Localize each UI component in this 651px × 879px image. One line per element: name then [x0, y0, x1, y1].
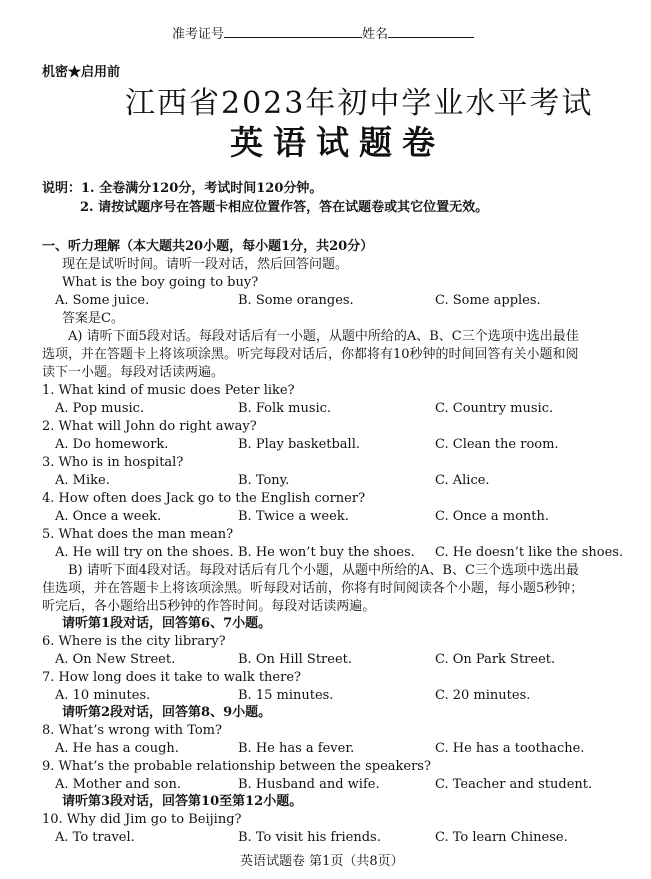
question-stem: 10. Why did Jim go to Beijing?	[42, 812, 242, 827]
option: A. Pop music.	[55, 401, 145, 416]
question-options	[0, 829, 651, 847]
question-stem: 5. What does the man mean?	[42, 527, 234, 542]
option: B. Twice a week.	[238, 509, 349, 524]
option: A. 10 minutes.	[55, 688, 151, 703]
option: B. He has a fever.	[238, 741, 355, 756]
option: B. Husband and wife.	[238, 777, 380, 792]
option: A. Do homework.	[55, 437, 169, 452]
option: C. Once a month.	[435, 509, 550, 524]
question-stem: 3. Who is in hospital?	[42, 455, 184, 470]
question-options	[0, 472, 651, 490]
example-question: What is the boy going to buy?	[62, 275, 259, 290]
header	[172, 26, 474, 43]
question-stem: 2. What will John do right away?	[42, 419, 257, 434]
question-options	[0, 651, 651, 669]
exam-subtitle: 英语试题卷	[230, 123, 445, 162]
option: B. 15 minutes.	[238, 688, 334, 703]
option: A. On New Street.	[55, 652, 176, 667]
example-answer: 答案是C。	[62, 311, 124, 326]
section-intro: 现在是试听时间。请听一段对话，然后回答问题。	[62, 257, 349, 272]
exam-number-label: 准考证号	[172, 27, 225, 42]
question-options	[0, 776, 651, 794]
option: C. Alice.	[435, 473, 490, 488]
option: B. To visit his friends.	[238, 830, 381, 845]
question-options	[0, 508, 651, 526]
part-b-instructions-1: B) 请听下面4段对话。每段对话后有几个小题，从题中所给的A、B、C三个选项中选出最	[68, 563, 579, 578]
option: C. He doesn’t like the shoes.	[435, 545, 624, 560]
part-b-instructions-3: 听完后，各小题给出5秒钟的作答时间。每段对话读两遍。	[42, 599, 376, 614]
part-a-instructions-2: 选项，并在答题卡上将该项涂黑。听完每段对话后，你都将有10秒钟的时间回答有关小题和阅	[42, 347, 579, 362]
option: C. On Park Street.	[435, 652, 556, 667]
question-options	[0, 400, 651, 418]
part-a-instructions-3: 读下一小题。每段对话读两遍。	[42, 365, 225, 380]
question-options	[0, 436, 651, 454]
part-a-instructions-1: A) 请听下面5段对话。每段对话后有一小题，从题中所给的A、B、C三个选项中选出最佳	[68, 329, 579, 344]
example-options	[0, 292, 651, 310]
option: A. Mother and son.	[55, 777, 182, 792]
dialog-note: 请听第3段对话，回答第10至第12小题。	[62, 794, 303, 809]
name-field	[388, 26, 474, 38]
page-footer: 英语试题卷 第1页（共8页）	[240, 854, 404, 869]
dialog-note: 请听第1段对话，回答第6、7小题。	[62, 616, 272, 631]
question-stem: 4. How often does Jack go to the English corner?	[42, 491, 366, 506]
note-2: 2. 请按试题序号在答题卡相应位置作答，答在试题卷或其它位置无效。	[80, 200, 489, 215]
option: C. Teacher and student.	[435, 777, 593, 792]
option: B. On Hill Street.	[238, 652, 353, 667]
option: A. He has a cough.	[55, 741, 179, 756]
option: A. He will try on the shoes.	[55, 545, 234, 560]
dialog-note: 请听第2段对话，回答第8、9小题。	[62, 705, 272, 720]
secret-mark: 机密★启用前	[42, 65, 121, 80]
question-stem: 1. What kind of music does Peter like?	[42, 383, 295, 398]
option: C. To learn Chinese.	[435, 830, 568, 845]
section-heading: 一、听力理解（本大题共20小题，每小题1分，共20分）	[42, 239, 374, 254]
option: C. Country music.	[435, 401, 554, 416]
part-b-instructions-2: 佳选项，并在答题卡上将该项涂黑。听每段对话前，你将有时间阅读各个小题，每小题5秒钟；	[42, 581, 584, 596]
question-options	[0, 544, 651, 562]
question-options	[0, 687, 651, 705]
question-stem: 9. What’s the probable relationship between the speakers?	[42, 759, 431, 774]
question-options	[0, 740, 651, 758]
option: C. He has a toothache.	[435, 741, 585, 756]
question-stem: 6. Where is the city library?	[42, 634, 226, 649]
option: A. Once a week.	[55, 509, 162, 524]
option: B. Tony.	[238, 473, 290, 488]
option: B. Play basketball.	[238, 437, 361, 452]
note-1: 说明：1. 全卷满分120分，考试时间120分钟。	[42, 181, 323, 196]
option: A. To travel.	[55, 830, 135, 845]
option: B. Some oranges.	[238, 293, 354, 308]
question-stem: 7. How long does it take to walk there?	[42, 670, 302, 685]
option: B. Folk music.	[238, 401, 332, 416]
option: A. Some juice.	[55, 293, 150, 308]
name-label: 姓名	[362, 27, 389, 42]
option: C. Some apples.	[435, 293, 541, 308]
exam-number-field	[224, 26, 362, 38]
question-stem: 8. What’s wrong with Tom?	[42, 723, 222, 738]
exam-title: 江西省2023年初中学业水平考试	[125, 86, 594, 121]
option: C. Clean the room.	[435, 437, 559, 452]
option: B. He won’t buy the shoes.	[238, 545, 415, 560]
option: A. Mike.	[55, 473, 110, 488]
option: C. 20 minutes.	[435, 688, 531, 703]
